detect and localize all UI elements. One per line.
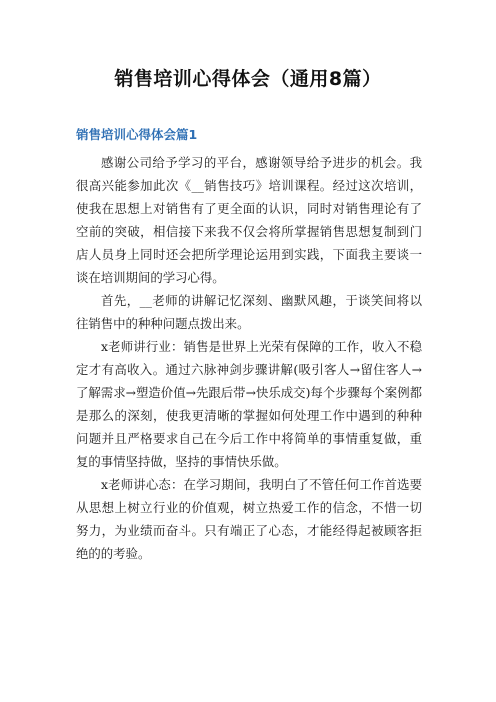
body-text	[76, 151, 422, 565]
section-heading: 销售培训心得体会篇1	[76, 127, 198, 142]
paragraph-first: 首先，__老师的讲解记忆深刻、幽默风趣，于谈笑间将以往销售中的种种问题点拨出来。	[76, 293, 422, 331]
paragraph-industry: x老师讲行业：销售是世界上光荣有保障的工作，收入不稳定才有高收入。通过六脉神剑步骤讲解(吸引客人→留住客人→了解需求→塑造价值→先跟后带→快乐成交)每个步骤每个案例都是那么的深刻，使我更清晰的掌握如何处理工作中遇到的种种问题并且严格要求自己在今后工作中将简单的事情重复做，重复的事情坚持做，坚持的事情快乐做。	[76, 339, 422, 469]
document-title: 销售培训心得体会（通用8篇）	[114, 68, 382, 90]
paragraph-mindset: x老师讲心态：在学习期间，我明白了不管任何工作首选要从思想上树立行业的价值观，树立热爱工作的信念，不惜一切努力，为业绩而奋斗。只有端正了心态，才能经得起被顾客拒绝的的考验。	[76, 477, 422, 561]
paragraph-intro: 感谢公司给予学习的平台，感谢领导给予进步的机会。我很高兴能参加此次《__销售技巧》培训课程。经过这次培训，使我在思想上对销售有了更全面的认识，同时对销售理论有了空前的突破，相信接下来我不仅会将所掌握销售思想复制到门店人员身上同时还会把所学理论运用到实践，下面我主要谈一谈在培训期间的学习心得。	[76, 155, 422, 285]
